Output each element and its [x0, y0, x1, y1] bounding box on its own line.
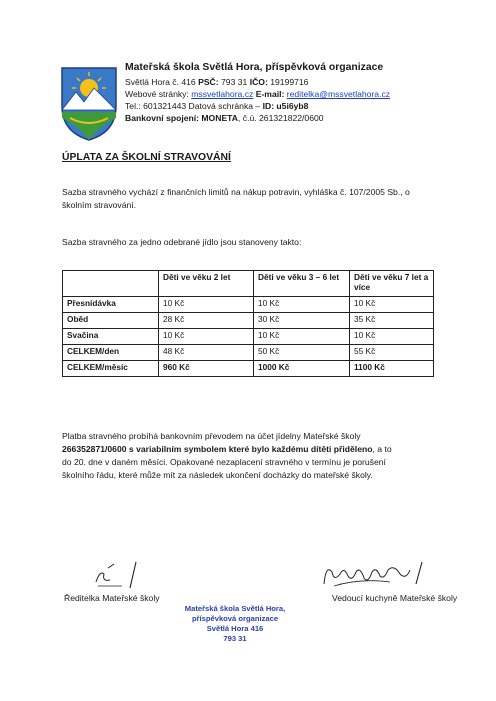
- payment-line-1: Platba stravného probíhá bankovním převodem na účet jídelny Mateřské školy: [62, 431, 361, 441]
- psc-label: PSČ:: [198, 77, 219, 87]
- table-cell: 960 Kč: [159, 361, 254, 377]
- intro-line-1: Sazba stravného vychází z finančních limitů na nákup potravin, vyhláška č. 107/2005 Sb., o: [62, 187, 410, 197]
- kitchen-head-signature: [320, 558, 440, 592]
- bank-label: Bankovní spojení: MONETA: [125, 113, 238, 123]
- table-cell: 10 Kč: [254, 297, 350, 313]
- table-row-label: CELKEM/den: [63, 345, 159, 361]
- table-row-label: Přesnídávka: [63, 297, 159, 313]
- school-crest-logo: [60, 66, 118, 142]
- intro-line-2: školním stravování.: [62, 200, 137, 210]
- payment-line-2-rest: , a to: [372, 444, 392, 454]
- payment-line-4: školního řádu, které může mít za následek ukončení docházky do mateřské školy.: [62, 470, 373, 480]
- stamp-line-4: 793 31: [223, 634, 247, 643]
- table-cell: 28 Kč: [159, 313, 254, 329]
- table-cell: 35 Kč: [350, 313, 434, 329]
- ico-label: IČO:: [249, 77, 268, 87]
- ico-value: 19199716: [267, 77, 309, 87]
- meal-rates-table: [62, 270, 434, 377]
- director-signature: [92, 560, 152, 592]
- web-label: Webové stránky:: [125, 89, 192, 99]
- table-cell: 10 Kč: [350, 329, 434, 345]
- table-header-cell: [63, 271, 159, 297]
- kitchen-head-label: Vedoucí kuchyně Mateřské školy: [332, 593, 458, 603]
- stamp-line-2: příspěvková organizace: [191, 614, 279, 623]
- table-row-label: Svačina: [63, 329, 159, 345]
- payment-paragraph: [62, 430, 392, 482]
- table-header-cell: Děti ve věku 3 – 6 let: [254, 271, 350, 297]
- table-cell: 10 Kč: [350, 297, 434, 313]
- tel-text: Tel.: 601321443 Datová schránka –: [125, 101, 263, 111]
- director-label: Ředitelka Mateřské školy: [64, 593, 160, 603]
- tel-line: [125, 100, 308, 112]
- stamp-line-1: Mateřská škola Světlá Hora,: [184, 604, 286, 613]
- table-row: [63, 297, 434, 313]
- table-row-label: Oběd: [63, 313, 159, 329]
- table-row-label: CELKEM/měsíc: [63, 361, 159, 377]
- contact-line: [125, 88, 390, 100]
- bank-account: , č.ú. 261321822/0600: [238, 113, 324, 123]
- payment-account-symbol: 266352871/0600 s variabilním symbolem které bylo každému dítěti přiděleno: [62, 444, 373, 454]
- address-line: [125, 76, 308, 88]
- payment-line-2: [62, 443, 392, 456]
- table-row: [63, 361, 434, 377]
- payment-line-3: do 20. dne v daném měsíci. Opakované nezaplacení stravného v termínu je porušení: [62, 457, 386, 467]
- table-cell: 10 Kč: [254, 329, 350, 345]
- address-text: Světlá Hora č. 416: [125, 77, 199, 87]
- table-cell: 55 Kč: [350, 345, 434, 361]
- table-header-cell: Děti ve věku 7 let a více: [350, 271, 434, 297]
- table-row: [63, 329, 434, 345]
- table-cell: 48 Kč: [159, 345, 254, 361]
- intro-paragraph: [62, 186, 410, 212]
- email-link[interactable]: reditelka@mssvetlahora.cz: [286, 89, 391, 99]
- document-title: ÚPLATA ZA ŠKOLNÍ STRAVOVÁNÍ: [62, 152, 231, 163]
- table-header-cell: Děti ve věku 2 let: [159, 271, 254, 297]
- stamp-line-3: Světlá Hora 416: [206, 624, 264, 633]
- website-link[interactable]: mssvetlahora.cz: [191, 89, 254, 99]
- table-cell: 30 Kč: [254, 313, 350, 329]
- table-cell: 10 Kč: [159, 329, 254, 345]
- table-cell: 1100 Kč: [350, 361, 434, 377]
- table-cell: 1000 Kč: [254, 361, 350, 377]
- bank-line: [125, 112, 324, 124]
- databox-id: ID: u5i6yb8: [262, 101, 309, 111]
- school-name: Mateřská škola Světlá Hora, příspěvková organizace: [125, 62, 384, 73]
- table-header-row: [63, 271, 434, 297]
- table-row: [63, 345, 434, 361]
- email-label: E-mail:: [253, 89, 287, 99]
- table-cell: 50 Kč: [254, 345, 350, 361]
- school-stamp: [160, 604, 310, 644]
- table-cell: 10 Kč: [159, 297, 254, 313]
- rates-intro: Sazba stravného za jedno odebrané jídlo jsou stanoveny takto:: [62, 237, 302, 247]
- table-row: [63, 313, 434, 329]
- psc-value: 793 31: [218, 77, 250, 87]
